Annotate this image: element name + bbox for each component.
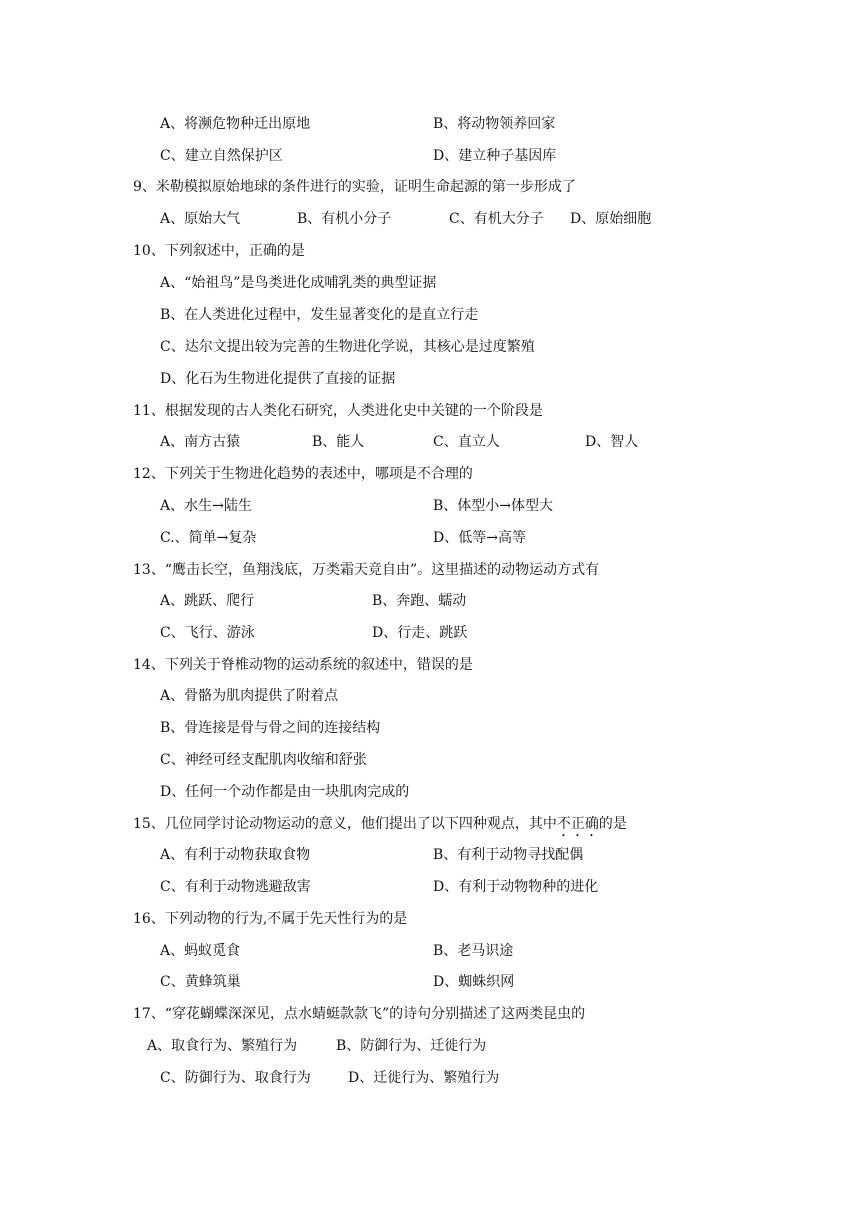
- q15-option-b: B、有利于动物寻找配偶: [433, 847, 584, 863]
- q17-option-d: D、迁徙行为、繁殖行为: [348, 1070, 500, 1086]
- q15-stem-end: 的是: [598, 816, 627, 832]
- q10-option-a: A、“始祖鸟”是鸟类进化成哺乳类的典型证据: [160, 275, 437, 291]
- q14-option-a: A、骨骼为肌肉提供了附着点: [160, 688, 339, 704]
- q8-option-d: D、建立种子基因库: [433, 148, 557, 164]
- q13-option-d: D、行走、跳跃: [372, 625, 468, 641]
- q9-option-c: C、有机大分子: [449, 211, 544, 227]
- q15-option-c: C、有利于动物逃避敌害: [160, 879, 311, 895]
- q17-option-b: B、防御行为、迁徙行为: [336, 1038, 487, 1054]
- q16-stem: 16、下列动物的行为,不属于先天性行为的是: [133, 911, 408, 927]
- q16-option-d: D、蜘蛛织网: [433, 974, 515, 990]
- q13-option-a: A、跳跃、爬行: [160, 593, 255, 609]
- q10-option-d: D、化石为生物进化提供了直接的证据: [160, 371, 396, 387]
- q16-option-b: B、老马识途: [433, 943, 514, 959]
- q12-option-d: D、低等→高等: [433, 530, 526, 546]
- q12-option-a: A、水生→陆生: [160, 498, 252, 514]
- q17-option-c: C、防御行为、取食行为: [160, 1070, 311, 1086]
- q9-option-b: B、有机小分子: [297, 211, 392, 227]
- q15-option-d: D、有利于动物物种的进化: [433, 879, 599, 895]
- q12-option-c: C.、简单→复杂: [160, 530, 257, 546]
- q12-option-b: B、体型小→体型大: [433, 498, 554, 514]
- q10-option-b: B、在人类进化过程中，发生显著变化的是直立行走: [160, 307, 479, 323]
- q8-option-c: C、建立自然保护区: [160, 148, 283, 164]
- q10-option-c: C、达尔文提出较为完善的生物进化学说，其核心是过度繁殖: [160, 339, 535, 355]
- q12-stem: 12、下列关于生物进化趋势的表述中，哪项是不合理的: [133, 466, 473, 482]
- q9-option-d: D、原始细胞: [570, 211, 652, 227]
- q14-option-c: C、神经可经支配肌肉收缩和舒张: [160, 752, 367, 768]
- q11-stem: 11、根据发现的古人类化石研究，人类进化史中关键的一个阶段是: [133, 403, 543, 419]
- q14-stem: 14、下列关于脊椎动物的运动系统的叙述中，错误的是: [133, 657, 473, 673]
- q15-stem-emphasis: 不正确: [556, 816, 599, 832]
- q11-option-b: B、能人: [312, 434, 365, 450]
- q14-option-d: D、任何一个动作都是由一块肌肉完成的: [160, 784, 410, 800]
- q17-option-a: A、取食行为、繁殖行为: [147, 1038, 298, 1054]
- q10-stem: 10、下列叙述中，正确的是: [133, 243, 305, 259]
- q11-option-d: D、智人: [585, 434, 639, 450]
- q13-stem: 13、“鹰击长空，鱼翔浅底，万类霜天竞自由”。这里描述的动物运动方式有: [133, 562, 600, 578]
- q14-option-b: B、骨连接是骨与骨之间的连接结构: [160, 720, 381, 736]
- q11-option-a: A、南方古猿: [160, 434, 241, 450]
- q13-option-b: B、奔跑、蠕动: [372, 593, 467, 609]
- q9-stem: 9、米勒模拟原始地球的条件进行的实验，证明生命起源的第一步形成了: [133, 179, 576, 195]
- q8-option-b: B、将动物领养回家: [433, 116, 556, 132]
- q9-option-a: A、原始大气: [160, 211, 241, 227]
- q13-option-c: C、飞行、游泳: [160, 625, 255, 641]
- q11-option-c: C、直立人: [433, 434, 500, 450]
- q8-option-a: A、将濒危物种迁出原地: [160, 116, 311, 132]
- q17-stem: 17、“穿花蝴蝶深深见，点水蜻蜓款款飞”的诗句分别描述了这两类昆虫的: [133, 1006, 586, 1022]
- q15-stem: [133, 814, 627, 840]
- q16-option-a: A、蚂蚁觅食: [160, 943, 241, 959]
- q16-option-c: C、黄蜂筑巢: [160, 974, 241, 990]
- q15-option-a: A、有利于动物获取食物: [160, 847, 311, 863]
- q15-stem-start: 15、几位同学讨论动物运动的意义，他们提出了以下四种观点，其中: [133, 816, 557, 832]
